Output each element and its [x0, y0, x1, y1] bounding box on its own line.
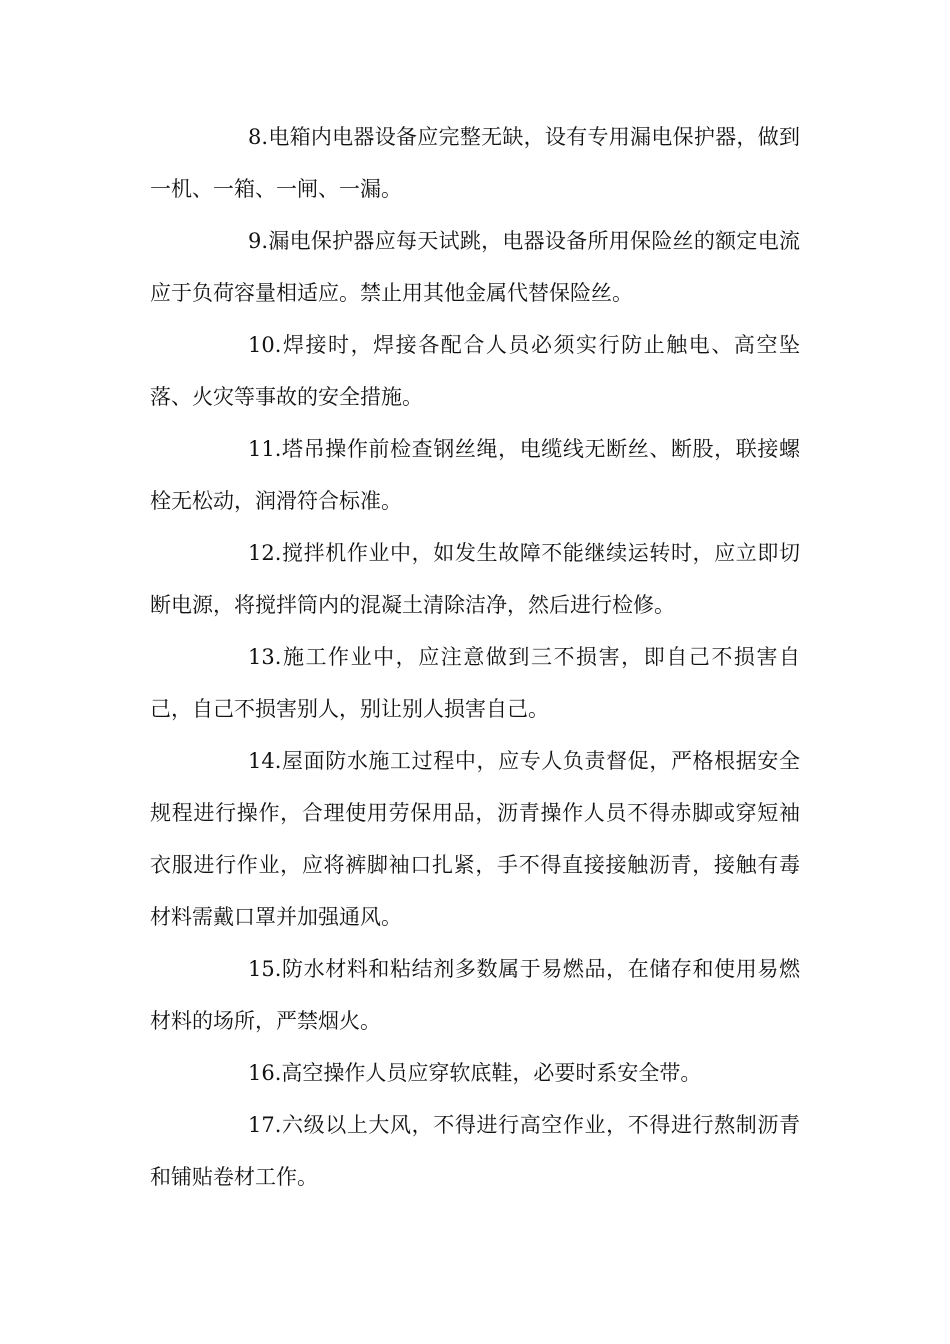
- paragraph-item-16: 16.高空操作人员应穿软底鞋，必要时系安全带。: [248, 1061, 702, 1085]
- paragraph-item-8: 8.电箱内电器设备应完整无缺，设有专用漏电保护器，做到一机、一箱、一闸、一漏。: [150, 125, 800, 201]
- paragraph-item-12: 12.搅拌机作业中，如发生故障不能继续运转时，应立即切断电源，将搅拌筒内的混凝土清除洁净，然后进行检修。: [150, 541, 800, 617]
- paragraph-item-14: 14.屋面防水施工过程中，应专人负责督促，严格根据安全规程进行操作，合理使用劳保用品，沥青操作人员不得赤脚或穿短袖衣服进行作业，应将裤脚袖口扎紧，手不得直接接触沥青，接触有毒材料需戴口罩并加强通风。: [150, 749, 800, 929]
- paragraph-item-17: 17.六级以上大风，不得进行高空作业，不得进行熬制沥青和铺贴卷材工作。: [150, 1113, 800, 1189]
- paragraph-item-15: 15.防水材料和粘结剂多数属于易燃品，在储存和使用易燃材料的场所，严禁烟火。: [150, 957, 800, 1033]
- document-body: [150, 111, 800, 1203]
- paragraph-item-9: 9.漏电保护器应每天试跳，电器设备所用保险丝的额定电流应于负荷容量相适应。禁止用其他金属代替保险丝。: [150, 229, 800, 305]
- paragraph-item-11: 11.塔吊操作前检查钢丝绳，电缆线无断丝、断股，联接螺栓无松动，润滑符合标准。: [150, 437, 800, 513]
- paragraph-item-13: 13.施工作业中，应注意做到三不损害，即自己不损害自己，自己不损害别人，别让别人损害自己。: [150, 645, 800, 721]
- paragraph-item-10: 10.焊接时，焊接各配合人员必须实行防止触电、高空坠落、火灾等事故的安全措施。: [150, 333, 800, 409]
